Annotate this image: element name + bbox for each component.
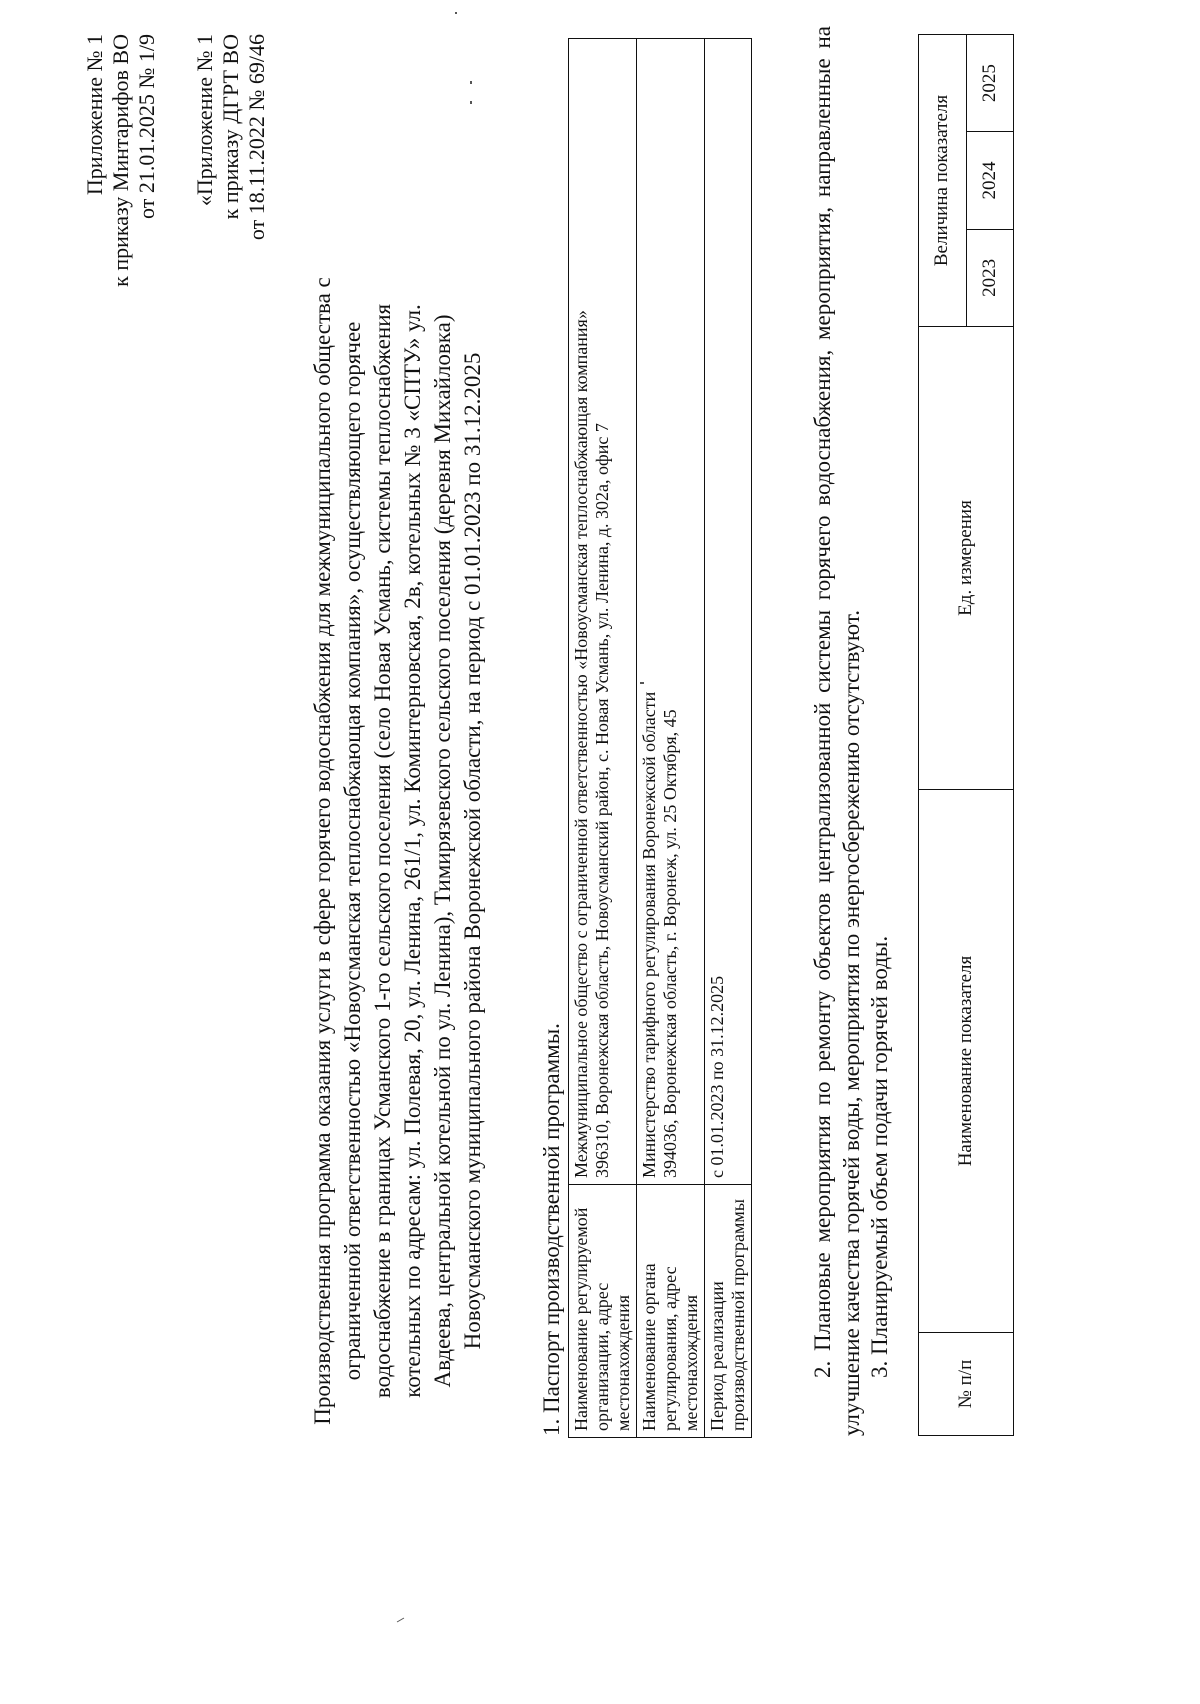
passport-label: Период реализации производственной программы (705, 1185, 752, 1438)
original-order-reference (192, 34, 270, 434)
passport-value-line: 394036, Воронежская область, г. Воронеж, ул. 25 Октября, 45 (660, 709, 680, 1178)
scan-speck (455, 12, 457, 14)
passport-value (705, 39, 752, 1185)
table-row (569, 39, 637, 1438)
year-header: 2024 (966, 132, 1014, 229)
year-header: 2023 (966, 229, 1014, 326)
section-3-heading: 3. Планируемый объем подачи горячей воды. (867, 935, 892, 1378)
ref-line: к приказу Минтарифов ВО (108, 34, 133, 287)
table-row (637, 39, 705, 1438)
col-unit-header: Ед. измерения (919, 327, 1014, 790)
current-order-reference (82, 34, 160, 434)
col-name-header: Наименование показателя (919, 790, 1014, 1333)
passport-value-line: Межмуниципальное общество с ограниченной ответственностью «Новоусманская теплоснабжающая компания» (571, 310, 591, 1178)
passport-value-line: 396310, Воронежская область, Новоусманский район, с. Новая Усмань, ул. Ленина, д. 302а, офис 7 (592, 423, 612, 1178)
ref-line: Приложение № 1 (82, 34, 107, 196)
passport-value (637, 39, 705, 1185)
indicators-table (918, 34, 1014, 1436)
passport-heading: 1. Паспорт производственной программы. (539, 1023, 564, 1436)
passport-table (568, 38, 752, 1438)
table-row (705, 39, 752, 1438)
section-2-text: 2. Плановые мероприятия по ремонту объектов централизованной системы горячего водоснабжения, мероприятия, направленные на улучшение качества горячей воды, мероприятия по энергосбережению отсутствуют. (810, 26, 864, 1436)
ref-line: от 21.01.2025 № 1/9 (134, 34, 159, 219)
passport-value-line: Министерство тарифного регулирования Воронежской области (639, 691, 659, 1178)
document-title: Производственная программа оказания услуги в сфере горячего водоснабжения для межмуниципального общества с ограниченной ответственностью «Новоусманская теплоснабжающая компания», осуществляющего горячее водоснабжение в границах Усманского 1-го сельского поселения (село Новая Усмань, системы теплоснабжения котельных по адресам: ул. Полевая, 20, ул. Ленина, 261/1, ул. Коминтерновская, 2в, котельных № 3 «СПТУ» ул. Авдеева, центральной котельной по ул. Ленина), Тимирязевского сельского поселения (деревня Михайловка) Новоусманского муниципального района Воронежской области, на период с 01.01.2023 по 31.12.2025 (310, 277, 485, 1425)
table-header-row (919, 35, 967, 1436)
passport-value (569, 39, 637, 1185)
passport-label: Наименование регулируемой организации, адрес местонахождения (569, 1185, 637, 1438)
passport-label: Наименование органа регулирования, адрес местонахождения (637, 1185, 705, 1438)
col-number-header: № п/п (919, 1333, 1014, 1436)
scan-speck (470, 101, 472, 104)
scan-speck (640, 682, 644, 684)
passport-value-line: с 01.01.2023 по 31.12.2025 (707, 975, 727, 1178)
col-value-header: Величина показателя (919, 35, 967, 327)
ref-line: к приказу ДГРТ ВО (218, 34, 243, 220)
ref-line: от 18.11.2022 № 69/46 (244, 34, 269, 241)
ref-line: «Приложение № 1 (192, 34, 217, 207)
scan-speck (470, 81, 472, 84)
year-header: 2025 (966, 35, 1014, 132)
scan-speck (397, 1618, 404, 1623)
